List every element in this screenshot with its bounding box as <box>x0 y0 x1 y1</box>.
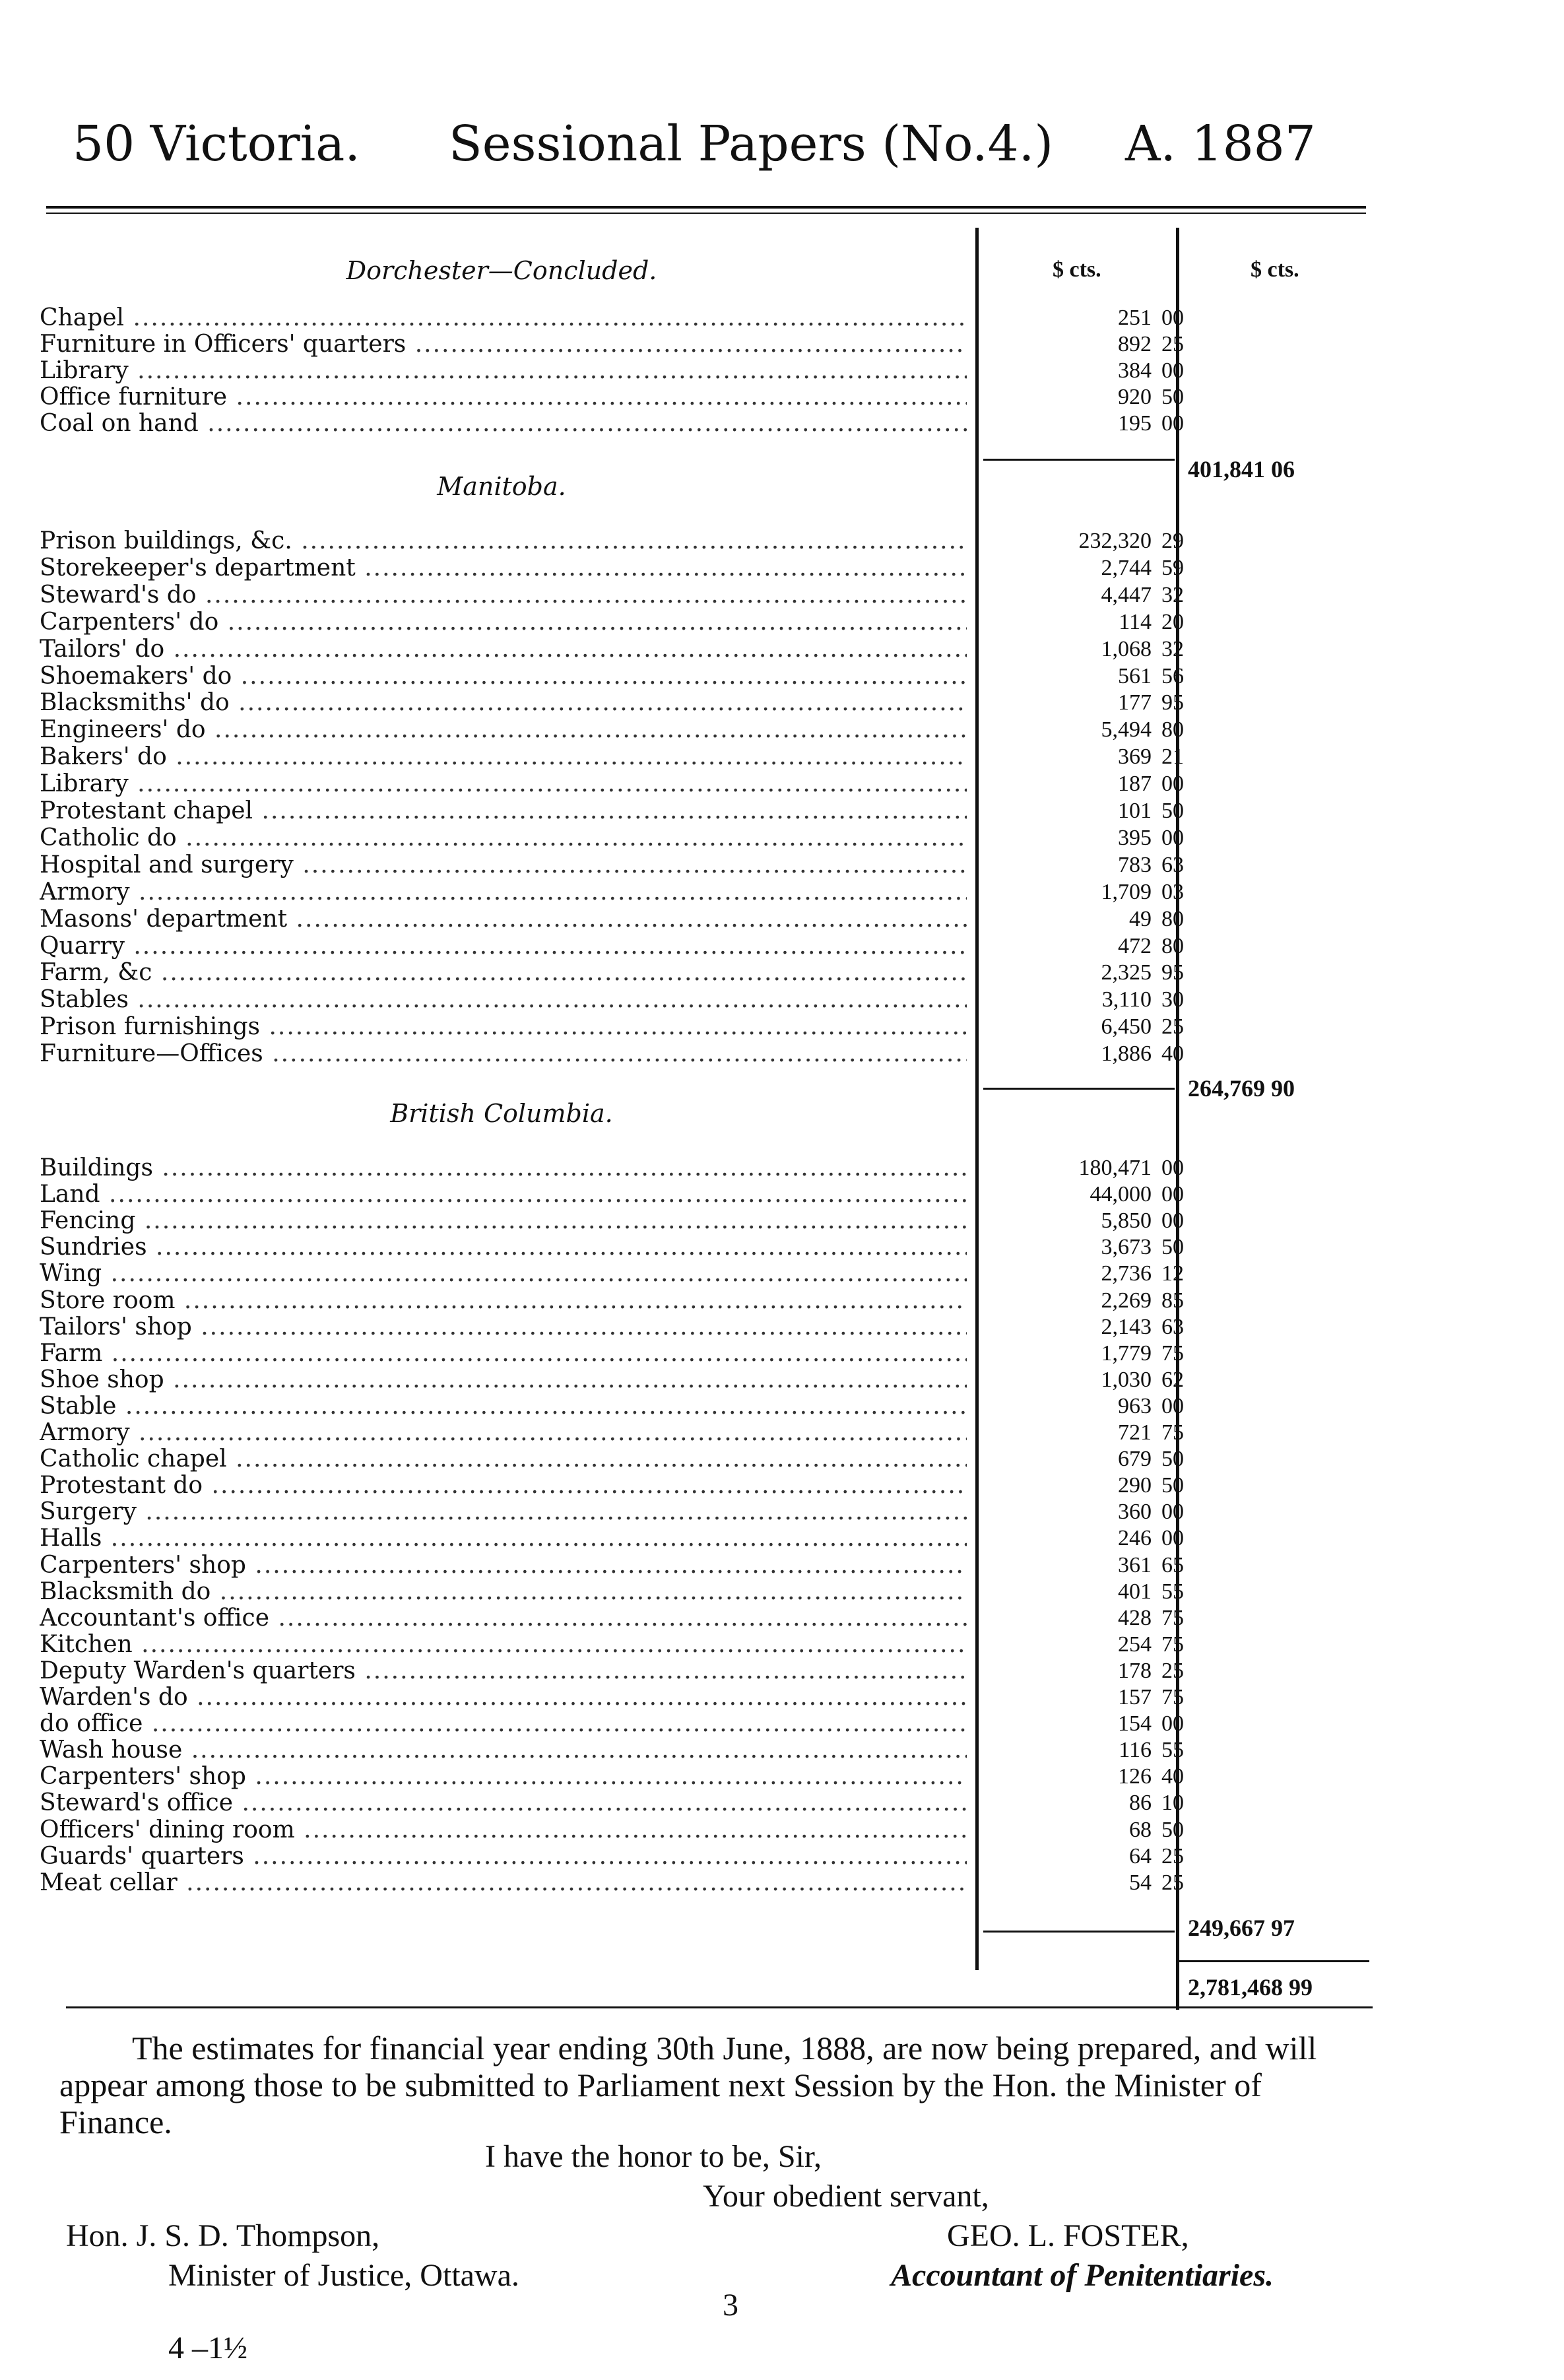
row-dollars: 5,494 <box>1101 717 1152 743</box>
row-cents: 20 <box>1161 609 1184 634</box>
row-dollars: 892 <box>1118 332 1152 356</box>
table-row <box>40 987 1557 1013</box>
row-cents: 25 <box>1161 1870 1184 1895</box>
row-label: Masons' department ..... <box>40 906 967 933</box>
row-dollars: 116 <box>1119 1738 1152 1763</box>
row-cents: 59 <box>1161 555 1184 580</box>
row-dollars: 251 <box>1118 306 1152 330</box>
row-dollars: 472 <box>1118 933 1152 958</box>
row-label: Blacksmiths' do ..... <box>40 690 967 716</box>
row-label: Sundries ..... <box>40 1234 967 1261</box>
row-cents: 25 <box>1161 1843 1184 1868</box>
signatory-name: GEO. L. FOSTER, <box>947 2218 1189 2253</box>
header-volume: 50 Victoria. <box>73 116 360 172</box>
row-label: Carpenters' do ..... <box>40 609 967 636</box>
row-cents: 00 <box>1161 358 1184 383</box>
row-label: Quarry ..... <box>40 933 967 960</box>
row-cents: 40 <box>1161 1041 1184 1067</box>
table-row <box>40 1472 1557 1499</box>
row-label: Stable ..... <box>40 1393 967 1420</box>
row-cents: 75 <box>1161 1420 1184 1445</box>
row-dollars: 1,709 <box>1101 879 1152 904</box>
row-cents: 80 <box>1161 933 1184 958</box>
table-row <box>40 1711 1557 1737</box>
row-label: Warden's do ..... <box>40 1684 967 1711</box>
row-label: do office ..... <box>40 1711 967 1737</box>
table-row <box>40 1764 1557 1790</box>
subtotal-rule-dorchester <box>983 459 1175 461</box>
row-cents: 62 <box>1161 1367 1184 1392</box>
row-label: Library ..... <box>40 358 967 384</box>
row-label: Tailors' shop ..... <box>40 1314 967 1340</box>
table-row <box>40 825 1557 851</box>
section-title-british-columbia: British Columbia. <box>390 1099 613 1128</box>
table-row <box>40 331 1557 358</box>
subtotal-rule-manitoba <box>983 1088 1175 1090</box>
row-label: Carpenters' shop ..... <box>40 1552 967 1579</box>
row-cents: 00 <box>1161 1500 1184 1525</box>
row-dollars: 154 <box>1118 1711 1152 1736</box>
subtotal-rule-bc <box>983 1931 1175 1933</box>
row-dollars: 2,325 <box>1101 960 1152 985</box>
row-label: Prison furnishings ..... <box>40 1014 967 1040</box>
row-cents: 32 <box>1161 636 1184 661</box>
row-label: Protestant chapel ..... <box>40 798 967 824</box>
table-row <box>40 636 1557 663</box>
row-cents: 63 <box>1161 852 1184 877</box>
row-cents: 00 <box>1161 1208 1184 1234</box>
row-cents: 50 <box>1161 1817 1184 1842</box>
table-row <box>40 1684 1557 1711</box>
table-row <box>40 1014 1557 1040</box>
row-dollars: 3,673 <box>1101 1235 1152 1260</box>
section-total-dorchester: 401,841 06 <box>1188 456 1295 482</box>
table-row <box>40 1790 1557 1816</box>
row-label: Carpenters' shop ..... <box>40 1764 967 1790</box>
row-dollars: 49 <box>1129 906 1152 931</box>
row-label: Shoe shop ..... <box>40 1367 967 1393</box>
table-row <box>40 1579 1557 1605</box>
table-row <box>40 906 1557 933</box>
row-cents: 50 <box>1161 1447 1184 1472</box>
row-dollars: 6,450 <box>1101 1014 1152 1040</box>
row-label: Surgery ..... <box>40 1499 967 1525</box>
table-row <box>40 663 1557 690</box>
row-cents: 21 <box>1161 744 1184 770</box>
row-cents: 95 <box>1161 690 1184 715</box>
row-cents: 40 <box>1161 1764 1184 1789</box>
header-rule-thin <box>46 213 1366 214</box>
row-dollars: 679 <box>1118 1447 1152 1472</box>
row-label: Halls ..... <box>40 1525 967 1552</box>
row-label: Wing ..... <box>40 1261 967 1287</box>
closing-servant: Your obedient servant, <box>703 2179 989 2214</box>
row-cents: 32 <box>1161 582 1184 607</box>
row-label: Engineers' do ..... <box>40 717 967 743</box>
table-row <box>40 1605 1557 1632</box>
section-title-dorchester: Dorchester—Concluded. <box>346 256 657 285</box>
table-row <box>40 771 1557 797</box>
row-dollars: 86 <box>1129 1791 1152 1816</box>
row-label: Chapel ..... <box>40 305 967 331</box>
row-dollars: 561 <box>1118 663 1152 688</box>
row-dollars: 1,068 <box>1101 636 1152 661</box>
row-dollars: 180,471 <box>1078 1156 1152 1180</box>
table-row <box>40 960 1557 986</box>
table-row <box>40 933 1557 960</box>
row-label: Furniture in Officers' quarters ..... <box>40 331 967 358</box>
table-row <box>40 1367 1557 1393</box>
row-dollars: 1,030 <box>1101 1367 1152 1392</box>
row-label: Stables ..... <box>40 987 967 1013</box>
row-label: Steward's do ..... <box>40 582 967 609</box>
row-dollars: 963 <box>1118 1393 1152 1418</box>
header-rule <box>46 206 1366 209</box>
row-cents: 30 <box>1161 987 1184 1012</box>
row-label: Fencing ..... <box>40 1208 967 1234</box>
table-row <box>40 1041 1557 1067</box>
row-cents: 50 <box>1161 799 1184 823</box>
table-row <box>40 358 1557 384</box>
table-row <box>40 1870 1557 1896</box>
table-row <box>40 1340 1557 1367</box>
addressee-title: Minister of Justice, Ottawa. <box>168 2258 519 2293</box>
table-row <box>40 582 1557 609</box>
grand-total-rule <box>1178 1960 1369 1962</box>
table-row <box>40 1499 1557 1525</box>
row-label: Tailors' do ..... <box>40 636 967 663</box>
page-number: 3 <box>723 2288 738 2323</box>
row-dollars: 177 <box>1118 690 1152 715</box>
table-row <box>40 1261 1557 1287</box>
table-row <box>40 528 1557 554</box>
table-row <box>40 384 1557 411</box>
row-dollars: 68 <box>1129 1817 1152 1842</box>
section-total-manitoba: 264,769 90 <box>1188 1075 1295 1102</box>
row-cents: 75 <box>1161 1632 1184 1657</box>
table-row <box>40 717 1557 743</box>
row-dollars: 44,000 <box>1090 1182 1152 1207</box>
row-label: Storekeeper's department ..... <box>40 555 967 581</box>
row-label: Hospital and surgery ..... <box>40 852 967 878</box>
row-dollars: 721 <box>1118 1420 1152 1445</box>
row-label: Protestant do ..... <box>40 1472 967 1499</box>
row-cents: 25 <box>1161 1014 1184 1040</box>
table-row <box>40 609 1557 636</box>
table-row <box>40 1420 1557 1446</box>
row-cents: 00 <box>1161 825 1184 850</box>
row-dollars: 114 <box>1119 609 1152 634</box>
table-row <box>40 305 1557 331</box>
row-dollars: 54 <box>1129 1870 1152 1895</box>
table-row <box>40 1632 1557 1658</box>
row-dollars: 395 <box>1118 825 1152 850</box>
table-row <box>40 1234 1557 1261</box>
row-cents: 29 <box>1161 529 1184 553</box>
row-cents: 50 <box>1161 1235 1184 1260</box>
section-title-manitoba: Manitoba. <box>437 472 566 501</box>
table-row <box>40 1658 1557 1684</box>
row-cents: 85 <box>1161 1288 1184 1313</box>
row-label: Farm, &c ..... <box>40 960 967 986</box>
row-label: Furniture—Offices ..... <box>40 1041 967 1067</box>
row-dollars: 2,143 <box>1101 1314 1152 1339</box>
row-label: Deputy Warden's quarters ..... <box>40 1658 967 1684</box>
row-label: Office furniture ..... <box>40 384 967 411</box>
row-cents: 75 <box>1161 1340 1184 1366</box>
closing-salutation: I have the honor to be, Sir, <box>485 2139 822 2174</box>
closing-paragraph: The estimates for financial year ending 30th June, 1888, are now being prepared, and will appear among those to be submitted to Parliament next Session by the Hon. the Minister of Finance. <box>59 2030 1317 2140</box>
row-dollars: 246 <box>1118 1526 1152 1551</box>
table-row <box>40 744 1557 770</box>
row-cents: 75 <box>1161 1605 1184 1630</box>
closing-rule <box>66 2006 1373 2008</box>
row-label: Armory ..... <box>40 879 967 906</box>
row-dollars: 2,269 <box>1101 1288 1152 1313</box>
row-cents: 75 <box>1161 1685 1184 1709</box>
row-dollars: 126 <box>1118 1764 1152 1789</box>
row-dollars: 290 <box>1118 1473 1152 1498</box>
table-row <box>40 1288 1557 1314</box>
row-label: Steward's office ..... <box>40 1790 967 1816</box>
row-cents: 55 <box>1161 1738 1184 1763</box>
row-dollars: 4,447 <box>1101 582 1152 607</box>
table-row <box>40 1155 1557 1181</box>
row-label: Farm ..... <box>40 1340 967 1367</box>
row-label: Meat cellar ..... <box>40 1870 967 1896</box>
header-year: A. 1887 <box>1125 116 1316 172</box>
row-label: Coal on hand ..... <box>40 411 967 437</box>
row-dollars: 157 <box>1118 1685 1152 1709</box>
row-label: Buildings ..... <box>40 1155 967 1181</box>
table-row <box>40 1208 1557 1234</box>
row-cents: 50 <box>1161 1473 1184 1498</box>
row-dollars: 360 <box>1118 1500 1152 1525</box>
row-cents: 00 <box>1161 411 1184 436</box>
row-cents: 00 <box>1161 306 1184 330</box>
row-cents: 12 <box>1161 1261 1184 1286</box>
row-dollars: 64 <box>1129 1843 1152 1868</box>
section-total-british-columbia: 249,667 97 <box>1188 1915 1295 1941</box>
row-cents: 00 <box>1161 1182 1184 1207</box>
row-cents: 25 <box>1161 1658 1184 1683</box>
table-row <box>40 690 1557 716</box>
row-label: Store room ..... <box>40 1288 967 1314</box>
row-dollars: 401 <box>1118 1579 1152 1604</box>
row-label: Officers' dining room ..... <box>40 1817 967 1843</box>
row-cents: 00 <box>1161 1156 1184 1180</box>
row-dollars: 384 <box>1118 358 1152 383</box>
row-dollars: 1,779 <box>1101 1340 1152 1366</box>
column-header-total: $ cts. <box>1251 257 1299 282</box>
row-dollars: 178 <box>1118 1658 1152 1683</box>
row-dollars: 2,736 <box>1101 1261 1152 1286</box>
row-dollars: 369 <box>1118 744 1152 770</box>
table-row <box>40 411 1557 437</box>
row-dollars: 920 <box>1118 385 1152 409</box>
row-cents: 00 <box>1161 1526 1184 1551</box>
table-row <box>40 879 1557 906</box>
row-cents: 03 <box>1161 879 1184 904</box>
table-row <box>40 555 1557 581</box>
row-cents: 50 <box>1161 385 1184 409</box>
row-label: Land ..... <box>40 1181 967 1208</box>
row-label: Shoemakers' do ..... <box>40 663 967 690</box>
row-cents: 10 <box>1161 1791 1184 1816</box>
row-label: Wash house ..... <box>40 1737 967 1764</box>
row-cents: 00 <box>1161 1711 1184 1736</box>
row-label: Library ..... <box>40 771 967 797</box>
row-cents: 00 <box>1161 1393 1184 1418</box>
row-dollars: 361 <box>1118 1552 1152 1577</box>
table-row <box>40 1181 1557 1208</box>
table-row <box>40 1737 1557 1764</box>
row-cents: 25 <box>1161 332 1184 356</box>
row-label: Accountant's office ..... <box>40 1605 967 1632</box>
table-row <box>40 1843 1557 1870</box>
row-dollars: 101 <box>1118 799 1152 823</box>
row-cents: 65 <box>1161 1552 1184 1577</box>
row-dollars: 254 <box>1118 1632 1152 1657</box>
addressee-name: Hon. J. S. D. Thompson, <box>66 2218 380 2253</box>
printer-signature-mark: 4 –1½ <box>168 2330 247 2365</box>
row-label: Blacksmith do ..... <box>40 1579 967 1605</box>
row-dollars: 1,886 <box>1101 1041 1152 1067</box>
row-dollars: 187 <box>1118 772 1152 797</box>
table-row <box>40 1314 1557 1340</box>
row-dollars: 195 <box>1118 411 1152 436</box>
row-label: Catholic do ..... <box>40 825 967 851</box>
row-label: Catholic chapel ..... <box>40 1446 967 1472</box>
row-cents: 80 <box>1161 717 1184 743</box>
signatory-title: Accountant of Penitentiaries. <box>891 2258 1274 2293</box>
row-dollars: 3,110 <box>1101 987 1152 1012</box>
row-cents: 56 <box>1161 663 1184 688</box>
table-row <box>40 1817 1557 1843</box>
row-cents: 95 <box>1161 960 1184 985</box>
grand-total: 2,781,468 99 <box>1188 1974 1313 2000</box>
row-label: Kitchen ..... <box>40 1632 967 1658</box>
row-cents: 80 <box>1161 906 1184 931</box>
row-dollars: 232,320 <box>1078 529 1152 553</box>
row-label: Bakers' do ..... <box>40 744 967 770</box>
row-cents: 63 <box>1161 1314 1184 1339</box>
table-row <box>40 1552 1557 1579</box>
table-row <box>40 1525 1557 1552</box>
row-dollars: 2,744 <box>1101 555 1152 580</box>
table-row <box>40 1446 1557 1472</box>
row-label: Guards' quarters ..... <box>40 1843 967 1870</box>
row-cents: 55 <box>1161 1579 1184 1604</box>
table-row <box>40 1393 1557 1420</box>
row-dollars: 428 <box>1118 1605 1152 1630</box>
row-label: Prison buildings, &c. ..... <box>40 528 967 554</box>
row-dollars: 783 <box>1118 852 1152 877</box>
row-cents: 00 <box>1161 772 1184 797</box>
column-header-detail: $ cts. <box>1053 257 1101 282</box>
header-title: Sessional Papers (No.4.) <box>449 116 1054 172</box>
row-label: Armory ..... <box>40 1420 967 1446</box>
table-row <box>40 798 1557 824</box>
table-row <box>40 852 1557 878</box>
row-dollars: 5,850 <box>1101 1208 1152 1234</box>
